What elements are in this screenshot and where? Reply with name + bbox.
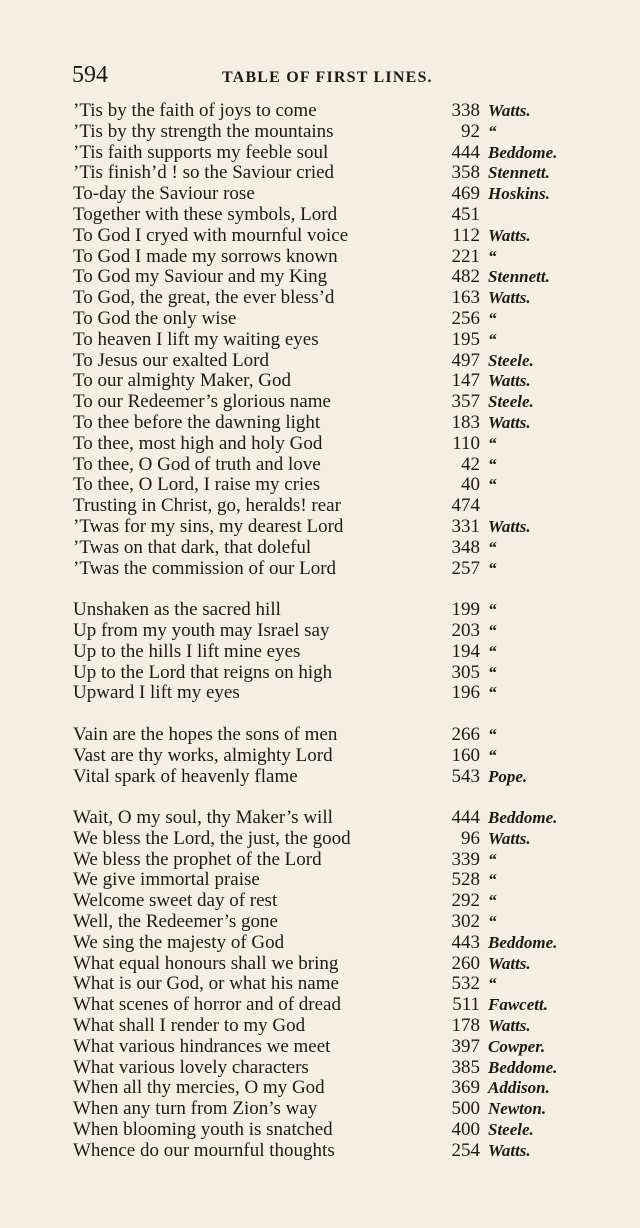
author-name: Steele. — [488, 392, 534, 412]
index-entry — [0, 288, 640, 309]
author-name: Fawcett. — [488, 995, 548, 1015]
first-line-text: Vital spark of heavenly flame — [73, 765, 298, 787]
first-line-text: To God, the great, the ever bless’d — [73, 287, 335, 309]
hymn-number: 257 — [451, 557, 480, 579]
author-name: Hoskins. — [488, 184, 550, 204]
hymn-number: 221 — [451, 245, 480, 267]
hymn-number: 305 — [451, 661, 480, 683]
page-header — [72, 62, 572, 96]
index-entry — [0, 1141, 640, 1162]
index-entry — [0, 767, 640, 788]
first-line-text: When all thy mercies, O my God — [73, 1077, 325, 1099]
index-entry — [0, 517, 640, 538]
first-line-text: Up to the Lord that reigns on high — [73, 661, 333, 683]
first-line-text: To our Redeemer’s glorious name — [73, 391, 331, 413]
first-line-text: ’Tis by thy strength the mountains — [73, 120, 334, 142]
index-entry — [0, 205, 640, 226]
section-gap — [0, 704, 640, 725]
hymn-number: 254 — [451, 1139, 480, 1161]
hymn-number: 178 — [451, 1015, 480, 1037]
first-line-text: What various lovely characters — [73, 1056, 309, 1078]
author-name: “ — [488, 745, 497, 765]
index-entry — [0, 974, 640, 995]
index-entry — [0, 746, 640, 767]
index-entry — [0, 1058, 640, 1079]
author-name: Newton. — [488, 1099, 547, 1119]
index-entry — [0, 912, 640, 933]
hymn-number: 163 — [451, 287, 480, 309]
author-name: Beddome. — [488, 808, 558, 828]
hymn-number: 469 — [451, 183, 480, 205]
hymn-number: 357 — [451, 391, 480, 413]
hymn-number: 40 — [461, 474, 480, 496]
author-name: Beddome. — [488, 1057, 558, 1077]
index-entry — [0, 475, 640, 496]
author-name: Watts. — [488, 953, 531, 973]
index-entry — [0, 122, 640, 143]
author-name: “ — [488, 475, 497, 495]
index-entry — [0, 1037, 640, 1058]
index-entry — [0, 559, 640, 580]
index-entry — [0, 496, 640, 517]
hymn-number: 474 — [451, 495, 480, 517]
index-entry — [0, 330, 640, 351]
hymn-number: 110 — [452, 432, 480, 454]
index-entry — [0, 995, 640, 1016]
hymn-number: 260 — [451, 952, 480, 974]
index-entry — [0, 1099, 640, 1120]
hymn-number: 397 — [451, 1035, 480, 1057]
hymn-number: 112 — [452, 224, 480, 246]
first-line-text: To God I made my sorrows known — [73, 245, 338, 267]
first-line-text: To thee before the dawning light — [73, 411, 321, 433]
author-name: Pope. — [488, 766, 528, 786]
index-entry — [0, 621, 640, 642]
index-entry — [0, 351, 640, 372]
first-line-text: We give immortal praise — [73, 869, 260, 891]
hymn-number: 196 — [451, 682, 480, 704]
author-name: “ — [488, 329, 497, 349]
hymn-number: 292 — [451, 890, 480, 912]
author-name: “ — [488, 912, 497, 932]
first-line-text: ’Twas the commission of our Lord — [73, 557, 337, 579]
first-line-text: To Jesus our exalted Lord — [73, 349, 270, 371]
author-name: Stennett. — [488, 163, 550, 183]
index-entry — [0, 808, 640, 829]
section-gap — [0, 579, 640, 600]
index-entry — [0, 455, 640, 476]
author-name: Watts. — [488, 101, 531, 120]
index-entry — [0, 829, 640, 850]
first-line-text: Whence do our mournful thoughts — [73, 1139, 335, 1161]
first-line-text: Vast are thy works, almighty Lord — [73, 744, 333, 766]
index-entry — [0, 226, 640, 247]
author-name: Watts. — [488, 412, 531, 432]
author-name: “ — [488, 620, 497, 640]
first-line-text: To our almighty Maker, God — [73, 370, 291, 392]
first-line-text: What shall I render to my God — [73, 1015, 306, 1037]
index-entry — [0, 954, 640, 975]
author-name: “ — [488, 308, 497, 328]
first-line-text: ’Tis finish’d ! so the Saviour cried — [73, 162, 335, 184]
hymn-number: 358 — [451, 162, 480, 184]
first-line-text: We bless the prophet of the Lord — [73, 848, 322, 870]
index-entry — [0, 371, 640, 392]
first-line-text: When blooming youth is snatched — [73, 1119, 333, 1141]
hymn-number: 338 — [451, 100, 480, 121]
hymn-number: 199 — [451, 599, 480, 621]
page-number: 594 — [72, 62, 108, 88]
index-entry — [0, 434, 640, 455]
first-line-text: To God my Saviour and my King — [73, 266, 328, 288]
index-entry — [0, 163, 640, 184]
author-name: Watts. — [488, 225, 531, 245]
author-name: “ — [488, 121, 497, 141]
author-name: Watts. — [488, 828, 531, 848]
author-name: “ — [488, 662, 497, 682]
author-name: “ — [488, 558, 497, 578]
first-line-text: To God the only wise — [73, 307, 237, 329]
first-line-text: What equal honours shall we bring — [73, 952, 339, 974]
hymn-number: 385 — [451, 1056, 480, 1078]
first-line-text: To thee, most high and holy God — [73, 432, 323, 454]
author-name: “ — [488, 600, 497, 620]
index-entry — [0, 1078, 640, 1099]
author-name: “ — [488, 537, 497, 557]
index-entry — [0, 413, 640, 434]
author-name: Watts. — [488, 288, 531, 308]
hymn-number: 195 — [451, 328, 480, 350]
first-lines-index — [0, 101, 640, 1162]
hymn-number: 339 — [451, 848, 480, 870]
author-name: “ — [488, 454, 497, 474]
hymn-number: 443 — [451, 931, 480, 953]
first-line-text: To thee, O Lord, I raise my cries — [73, 474, 321, 496]
index-entry — [0, 933, 640, 954]
index-entry — [0, 1120, 640, 1141]
first-line-text: To heaven I lift my waiting eyes — [73, 328, 319, 350]
first-line-text: Welcome sweet day of rest — [73, 890, 278, 912]
author-name: “ — [488, 641, 497, 661]
hymn-number: 528 — [451, 869, 480, 891]
first-line-text: Together with these symbols, Lord — [73, 203, 338, 225]
first-line-text: To thee, O God of truth and love — [73, 453, 321, 475]
index-entry — [0, 725, 640, 746]
author-name: “ — [488, 849, 497, 869]
index-entry — [0, 1016, 640, 1037]
hymn-number: 400 — [451, 1119, 480, 1141]
author-name: Watts. — [488, 371, 531, 391]
hymn-number: 369 — [451, 1077, 480, 1099]
hymn-number: 92 — [461, 120, 480, 142]
index-entry — [0, 392, 640, 413]
first-line-text: ’Twas for my sins, my dearest Lord — [73, 515, 344, 537]
hymn-number: 96 — [461, 827, 480, 849]
hymn-number: 497 — [451, 349, 480, 371]
author-name: “ — [488, 724, 497, 744]
hymn-number: 302 — [451, 911, 480, 933]
first-line-text: Up to the hills I lift mine eyes — [73, 640, 301, 662]
hymn-number: 147 — [451, 370, 480, 392]
index-entry — [0, 101, 640, 122]
first-line-text: To God I cryed with mournful voice — [73, 224, 349, 246]
first-line-text: Upward I lift my eyes — [73, 682, 240, 704]
first-line-text: Trusting in Christ, go, heralds! rear — [73, 495, 341, 517]
index-entry — [0, 143, 640, 164]
index-entry — [0, 850, 640, 871]
first-line-text: Vain are the hopes the sons of men — [73, 723, 338, 745]
hymn-number: 256 — [451, 307, 480, 329]
index-entry — [0, 309, 640, 330]
first-line-text: What various hindrances we meet — [73, 1035, 331, 1057]
index-entry — [0, 600, 640, 621]
index-entry — [0, 870, 640, 891]
index-entry — [0, 247, 640, 268]
hymn-number: 266 — [451, 723, 480, 745]
author-name: Steele. — [488, 1120, 534, 1140]
first-line-text: Well, the Redeemer’s gone — [73, 911, 278, 933]
author-name: “ — [488, 891, 497, 911]
hymn-number: 331 — [451, 515, 480, 537]
hymn-number: 183 — [451, 411, 480, 433]
running-title: TABLE OF FIRST LINES. — [222, 69, 433, 86]
author-name: “ — [488, 974, 497, 994]
index-entry — [0, 663, 640, 684]
hymn-number: 160 — [451, 744, 480, 766]
first-line-text: What scenes of horror and of dread — [73, 994, 341, 1016]
hymn-number: 444 — [451, 807, 480, 829]
hymn-number: 511 — [452, 994, 480, 1016]
first-line-text: To-day the Saviour rose — [73, 183, 255, 205]
hymn-number: 444 — [451, 141, 480, 163]
hymn-number: 482 — [451, 266, 480, 288]
hymn-number: 194 — [451, 640, 480, 662]
hymn-number: 348 — [451, 536, 480, 558]
hymn-number: 451 — [451, 203, 480, 225]
first-line-text: Up from my youth may Israel say — [73, 619, 330, 641]
author-name: “ — [488, 683, 497, 703]
author-name: Steele. — [488, 350, 534, 370]
first-line-text: We sing the majesty of God — [73, 931, 285, 953]
index-entry — [0, 538, 640, 559]
first-line-text: When any turn from Zion’s way — [73, 1098, 318, 1120]
index-entry — [0, 683, 640, 704]
index-entry — [0, 267, 640, 288]
author-name: Beddome. — [488, 932, 558, 952]
author-name: “ — [488, 433, 497, 453]
author-name: Beddome. — [488, 142, 558, 162]
author-name: Watts. — [488, 1016, 531, 1036]
author-name: Addison. — [488, 1078, 550, 1098]
first-line-text: Unshaken as the sacred hill — [73, 599, 281, 621]
first-line-text: ’Tis faith supports my feeble soul — [73, 141, 329, 163]
section-gap — [0, 787, 640, 808]
hymn-number: 42 — [461, 453, 480, 475]
index-entry — [0, 184, 640, 205]
first-line-text: What is our God, or what his name — [73, 973, 339, 995]
index-entry — [0, 642, 640, 663]
author-name: “ — [488, 870, 497, 890]
author-name: Watts. — [488, 1140, 531, 1160]
first-line-text: ’Twas on that dark, that doleful — [73, 536, 312, 558]
first-line-text: We bless the Lord, the just, the good — [73, 827, 351, 849]
author-name: Watts. — [488, 516, 531, 536]
hymn-number: 203 — [451, 619, 480, 641]
first-line-text: Wait, O my soul, thy Maker’s will — [73, 807, 333, 829]
hymn-number: 500 — [451, 1098, 480, 1120]
first-line-text: ’Tis by the faith of joys to come — [73, 100, 317, 121]
hymn-number: 532 — [451, 973, 480, 995]
author-name: Cowper. — [488, 1036, 546, 1056]
index-entry — [0, 891, 640, 912]
hymn-number: 543 — [451, 765, 480, 787]
author-name: “ — [488, 246, 497, 266]
author-name: Stennett. — [488, 267, 550, 287]
